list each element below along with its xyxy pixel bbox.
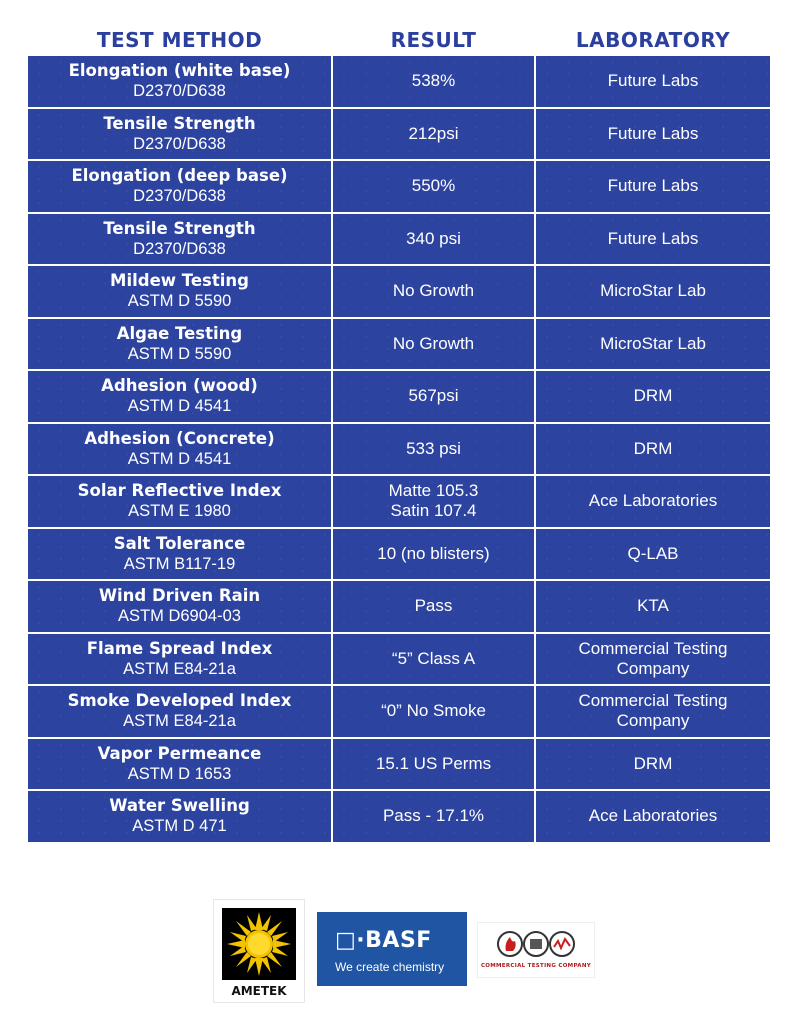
test-standard: D2370/D638 [133, 82, 226, 101]
test-method-cell [28, 581, 331, 632]
sun-icon [222, 908, 296, 980]
table-row [28, 424, 770, 475]
laboratory-cell [536, 266, 770, 317]
logo-strip [0, 897, 799, 1007]
result-cell [333, 161, 534, 212]
test-method-cell [28, 266, 331, 317]
test-name: Tensile Strength [103, 218, 256, 238]
basf-tagline: We create chemistry [335, 960, 445, 974]
test-name: Adhesion (wood) [101, 376, 258, 396]
result-value: 15.1 US Perms [375, 753, 492, 773]
result-cell [333, 476, 534, 527]
test-name: Elongation (white base) [68, 61, 291, 81]
laboratory-name: MicroStar Lab [600, 333, 706, 353]
result-value: “5” Class A [391, 648, 476, 668]
result-cell [333, 739, 534, 790]
result-cell [333, 581, 534, 632]
result-cell [333, 424, 534, 475]
table-row [28, 161, 770, 212]
result-value: Matte 105.3 [388, 481, 479, 501]
test-name: Water Swelling [109, 796, 250, 816]
result-value: 567psi [408, 386, 459, 406]
table-row [28, 56, 770, 107]
test-name: Wind Driven Rain [98, 586, 261, 606]
test-name: Algae Testing [116, 323, 243, 343]
test-name: Salt Tolerance [113, 533, 246, 553]
result-cell [333, 214, 534, 265]
test-standard: ASTM E 1980 [128, 502, 231, 521]
test-method-cell [28, 214, 331, 265]
result-cell [333, 109, 534, 160]
result-value: 340 psi [406, 228, 461, 248]
test-standard: ASTM D 471 [132, 817, 227, 836]
laboratory-name: MicroStar Lab [600, 281, 706, 301]
result-value: 212psi [408, 123, 459, 143]
result-value: “0” No Smoke [381, 701, 486, 721]
test-standard: ASTM D 5590 [127, 292, 232, 311]
test-name: Smoke Developed Index [67, 691, 292, 711]
header-laboratory: LABORATORY [575, 28, 731, 52]
test-standard: ASTM D 1653 [127, 764, 232, 783]
table-row [28, 739, 770, 790]
result-value: No Growth [392, 281, 475, 301]
result-value: Pass [414, 596, 453, 616]
table-row [28, 214, 770, 265]
laboratory-cell [536, 161, 770, 212]
header-result: RESULT [390, 28, 477, 52]
table-row [28, 266, 770, 317]
test-standard: ASTM D6904-03 [118, 607, 241, 626]
result-cell [333, 319, 534, 370]
laboratory-cell [536, 476, 770, 527]
laboratory-cell [536, 214, 770, 265]
result-cell [333, 686, 534, 737]
table-row [28, 686, 770, 737]
result-cell [333, 529, 534, 580]
result-value: 550% [411, 176, 456, 196]
laboratory-name: Company [616, 658, 690, 678]
result-cell [333, 56, 534, 107]
laboratory-cell [536, 791, 770, 842]
laboratory-name: Future Labs [607, 176, 699, 196]
test-method-cell [28, 56, 331, 107]
table-row [28, 319, 770, 370]
test-standard: ASTM D 4541 [127, 449, 232, 468]
test-standard: ASTM E84-21a [123, 712, 236, 731]
test-method-cell [28, 791, 331, 842]
result-cell [333, 371, 534, 422]
test-standard: ASTM E84-21a [123, 659, 236, 678]
table-row [28, 109, 770, 160]
result-value: 10 (no blisters) [377, 543, 490, 563]
laboratory-cell [536, 371, 770, 422]
ametek-wordmark: AMETEK [231, 984, 287, 998]
laboratory-name: DRM [633, 753, 673, 773]
laboratory-cell [536, 529, 770, 580]
laboratory-cell [536, 319, 770, 370]
result-value: Satin 107.4 [390, 501, 477, 521]
test-name: Mildew Testing [110, 271, 249, 291]
test-method-cell [28, 371, 331, 422]
test-standard: D2370/D638 [133, 134, 226, 153]
laboratory-cell [536, 581, 770, 632]
result-value: 538% [411, 71, 456, 91]
laboratory-cell [536, 424, 770, 475]
laboratory-cell [536, 686, 770, 737]
basf-logo [317, 912, 467, 986]
laboratory-name: Future Labs [607, 123, 699, 143]
table-row [28, 634, 770, 685]
basf-wordmark: □·BASF [335, 928, 432, 953]
result-value: No Growth [392, 333, 475, 353]
laboratory-name: Q-LAB [627, 543, 679, 563]
test-name: Flame Spread Index [86, 638, 273, 658]
test-results-table [28, 56, 770, 844]
test-name: Adhesion (Concrete) [84, 428, 275, 448]
result-cell [333, 791, 534, 842]
ametek-logo [213, 899, 305, 1003]
table-row [28, 476, 770, 527]
test-name: Vapor Permeance [97, 743, 262, 763]
table-row [28, 371, 770, 422]
test-standard: ASTM B117-19 [123, 554, 236, 573]
laboratory-cell [536, 739, 770, 790]
laboratory-name: DRM [633, 438, 673, 458]
laboratory-name: Company [616, 711, 690, 731]
table-row [28, 581, 770, 632]
test-method-cell [28, 634, 331, 685]
test-method-cell [28, 476, 331, 527]
laboratory-name: Commercial Testing [578, 638, 728, 658]
test-method-cell [28, 686, 331, 737]
test-name: Elongation (deep base) [71, 166, 288, 186]
test-method-cell [28, 529, 331, 580]
laboratory-name: Ace Laboratories [588, 491, 718, 511]
test-standard: D2370/D638 [133, 239, 226, 258]
laboratory-name: Ace Laboratories [588, 806, 718, 826]
ctc-wordmark: COMMERCIAL TESTING COMPANY [480, 963, 592, 969]
laboratory-cell [536, 634, 770, 685]
laboratory-name: Future Labs [607, 71, 699, 91]
table-header [28, 28, 770, 54]
laboratory-name: DRM [633, 386, 673, 406]
test-standard: ASTM D 5590 [127, 344, 232, 363]
laboratory-name: Commercial Testing [578, 691, 728, 711]
result-cell [333, 634, 534, 685]
laboratory-cell [536, 56, 770, 107]
laboratory-name: Future Labs [607, 228, 699, 248]
laboratory-cell [536, 109, 770, 160]
test-method-cell [28, 161, 331, 212]
fire-test-emblem-icon [488, 929, 584, 959]
test-name: Tensile Strength [103, 113, 256, 133]
test-standard: ASTM D 4541 [127, 397, 232, 416]
laboratory-name: KTA [637, 596, 669, 616]
header-test-method: TEST METHOD [96, 28, 263, 52]
test-method-cell [28, 319, 331, 370]
test-standard: D2370/D638 [133, 187, 226, 206]
result-value: 533 psi [406, 438, 461, 458]
test-method-cell [28, 739, 331, 790]
result-cell [333, 266, 534, 317]
test-method-cell [28, 109, 331, 160]
commercial-testing-logo [477, 922, 595, 978]
table-row [28, 529, 770, 580]
result-value: Pass - 17.1% [382, 806, 485, 826]
test-name: Solar Reflective Index [77, 481, 282, 501]
table-row [28, 791, 770, 842]
test-method-cell [28, 424, 331, 475]
